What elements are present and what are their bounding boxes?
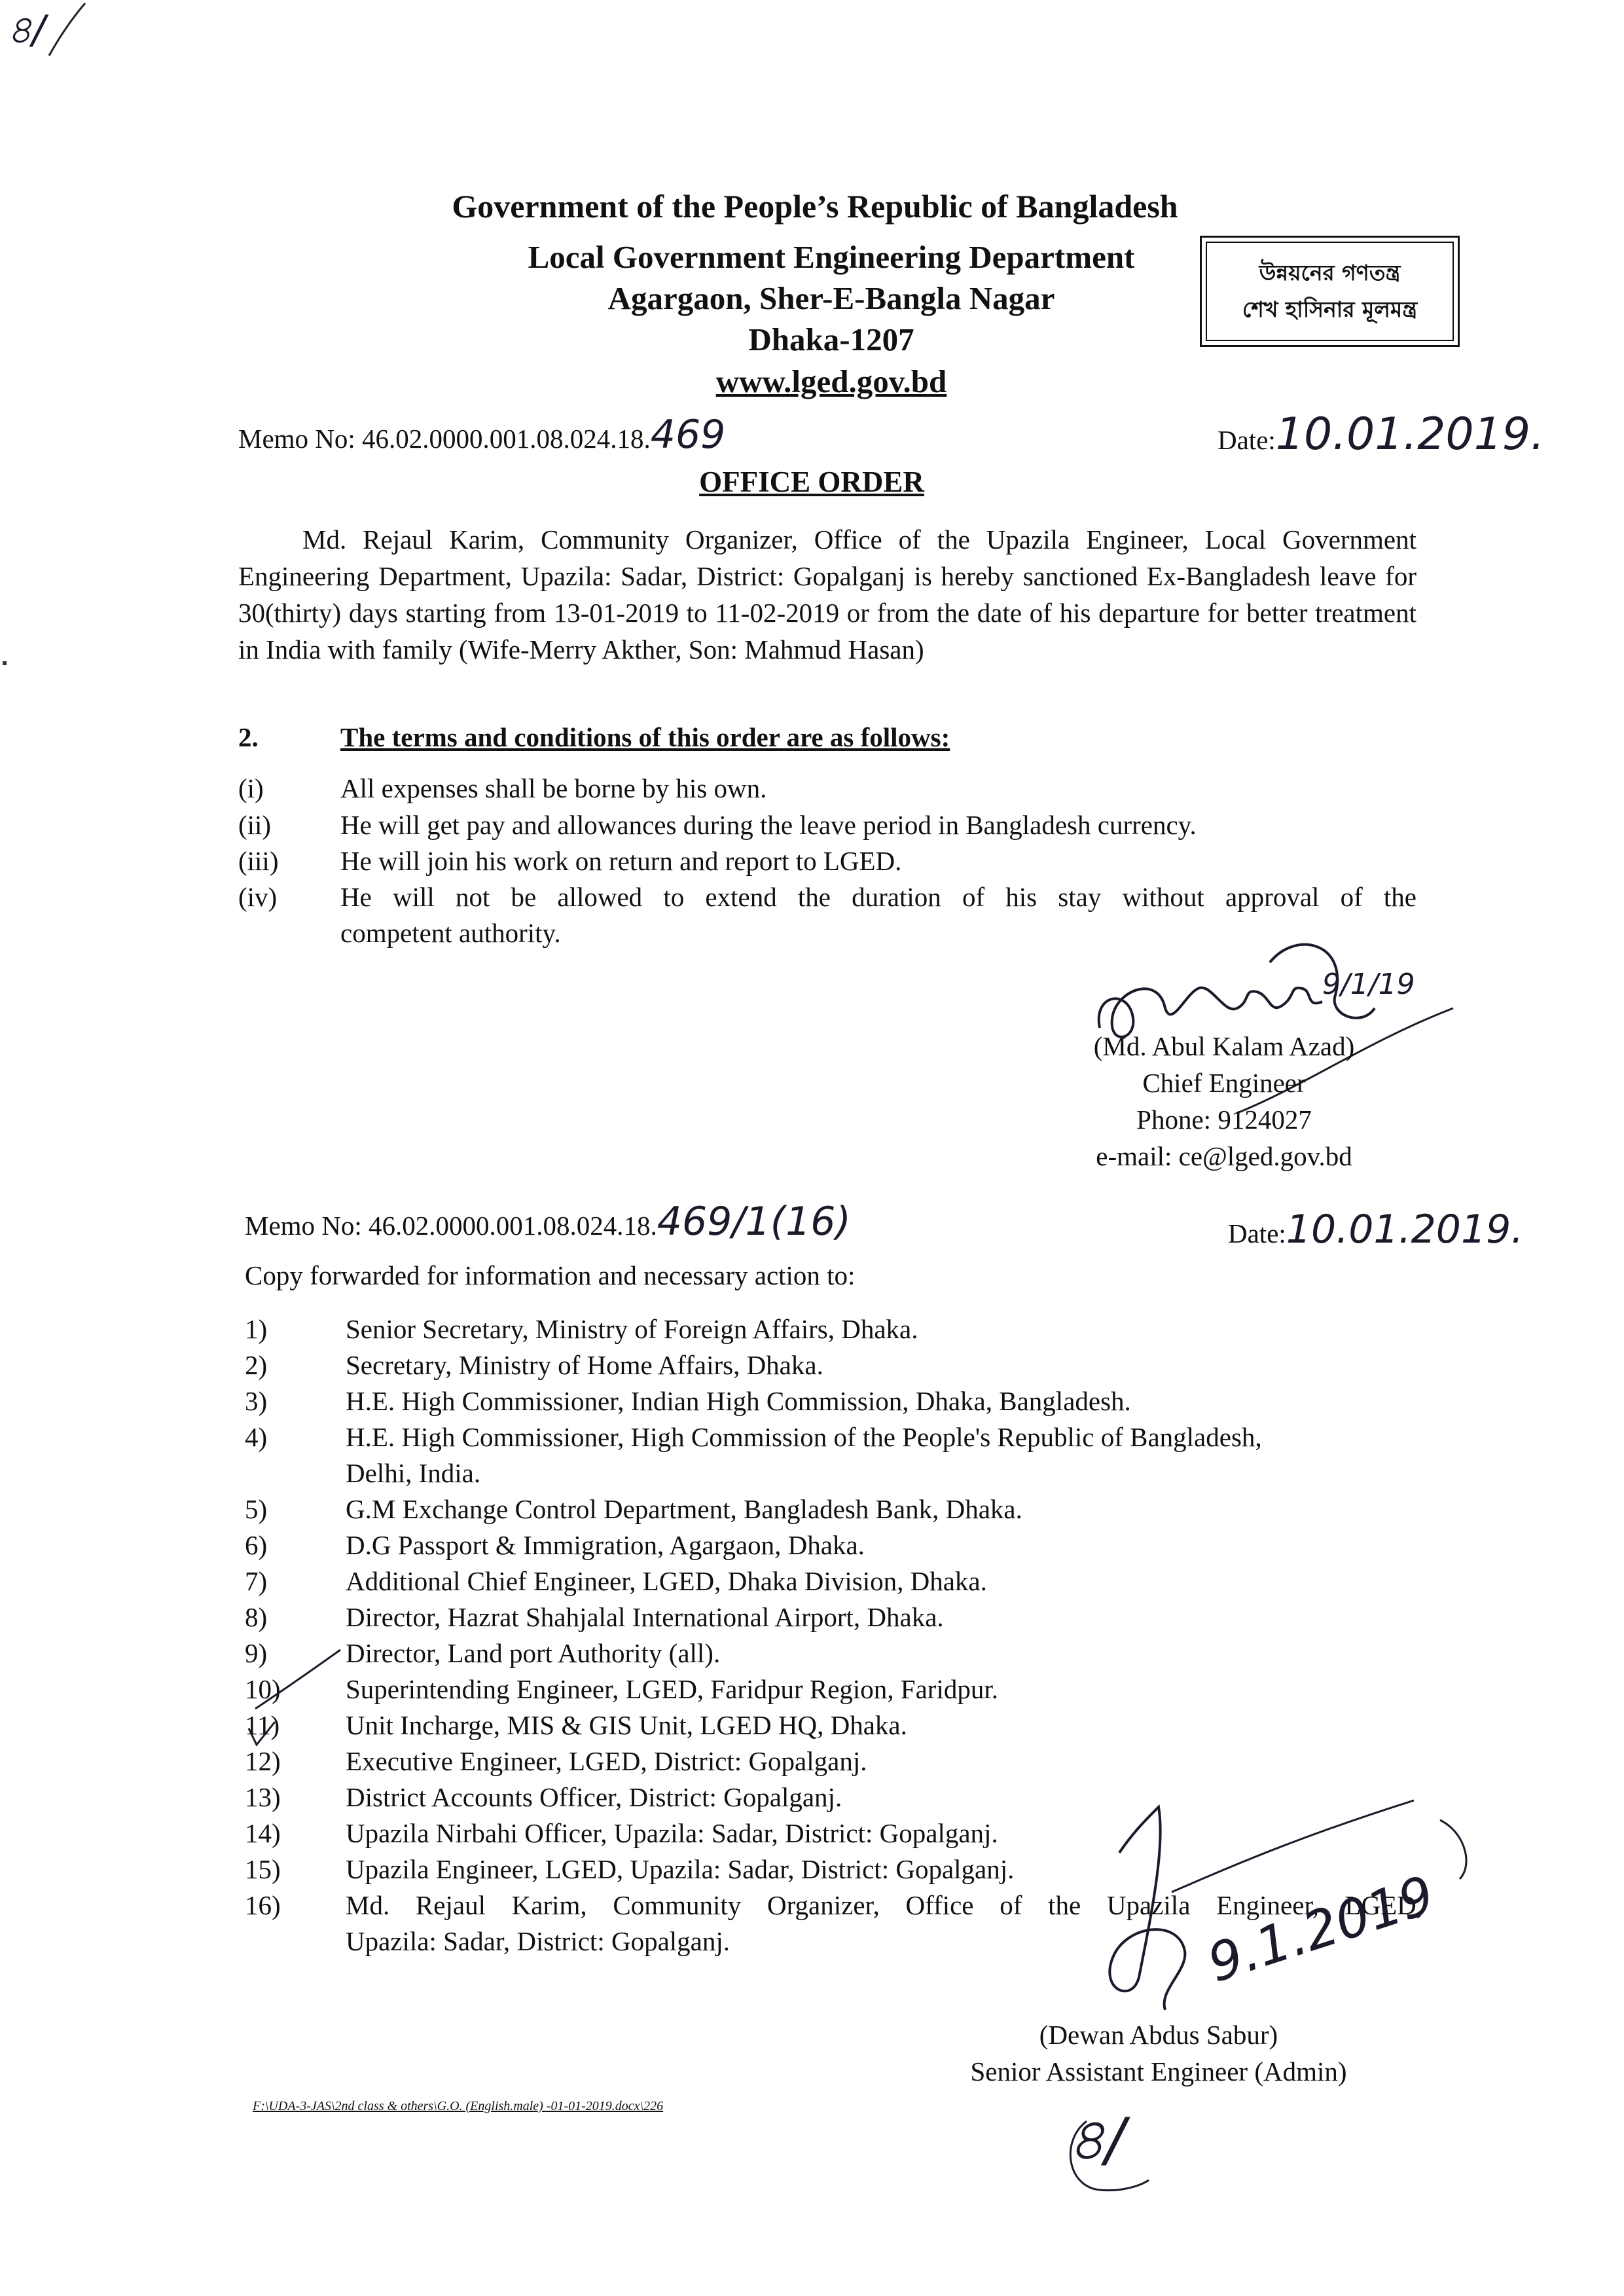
signatory-2-designation: Senior Assistant Engineer (Admin) <box>970 2056 1347 2086</box>
margin-dot <box>3 661 7 665</box>
list-item-number: 15) <box>245 1854 281 1884</box>
list-item-number: 11) <box>245 1710 280 1740</box>
list-item-number: (iv) <box>238 882 278 912</box>
signatory-2-block <box>929 2016 1388 2090</box>
list-item-text: D.G Passport & Immigration, Agargaon, Dhaka. <box>346 1530 865 1560</box>
list-item-number: 14) <box>245 1818 281 1848</box>
list-item <box>245 1385 1423 1421</box>
memo-2 <box>245 1199 851 1245</box>
terms-number: 2. <box>238 722 259 752</box>
corner-stroke <box>39 0 92 59</box>
list-item-number: (iii) <box>238 846 279 876</box>
signatory-1-block <box>1021 1028 1427 1175</box>
file-path-footer: F:\UDA-3-JAS\2nd class & others\G.O. (English.male) -01-01-2019.docx\226 <box>253 2099 664 2113</box>
list-item-number: (ii) <box>238 810 272 840</box>
list-item-text: Unit Incharge, MIS & GIS Unit, LGED HQ, Dhaka. <box>346 1710 907 1740</box>
list-item-text: District Accounts Officer, District: Gopalganj. <box>346 1782 842 1812</box>
list-item-number: (i) <box>238 773 264 803</box>
list-item-number: 9) <box>245 1638 268 1668</box>
terms-heading <box>238 719 1416 756</box>
office-order-title: OFFICE ORDER <box>699 465 924 498</box>
list-item-text: He will not be allowed to extend the duration of his stay without approval of the <box>340 882 1416 912</box>
memo-2-date-value: 10.01.2019. <box>1286 1207 1524 1252</box>
list-item <box>245 1745 1423 1781</box>
tick-marks <box>242 1637 373 1755</box>
list-item-text: H.E. High Commissioner, High Commission of the People's Republic of Bangladesh, <box>346 1422 1262 1452</box>
signatory-1-email[interactable]: e-mail: ce@lged.gov.bd <box>1096 1141 1352 1171</box>
memo-2-number: 469/1(16) <box>657 1199 851 1245</box>
header-city: Dhaka-1207 <box>748 321 914 357</box>
list-item <box>245 1565 1423 1601</box>
list-item-text: Director, Hazrat Shahjalal International Airport, Dhaka. <box>346 1602 944 1632</box>
list-item-text: Secretary, Ministry of Home Affairs, Dhaka. <box>346 1350 823 1380</box>
list-item-text: G.M Exchange Control Department, Bangladesh Bank, Dhaka. <box>346 1494 1022 1524</box>
list-item-number: 13) <box>245 1782 281 1812</box>
terms-heading-text: The terms and conditions of this order are as follows: <box>340 722 950 752</box>
memo-1-date-value: 10.01.2019. <box>1275 409 1545 460</box>
list-item-text: Senior Secretary, Ministry of Foreign Affairs, Dhaka. <box>346 1314 918 1344</box>
signatory-1-phone: Phone: 9124027 <box>1136 1104 1312 1135</box>
header-address: Agargaon, Sher-E-Bangla Nagar <box>607 280 1055 316</box>
list-item-text-continued: Upazila: Sadar, District: Gopalganj. <box>346 1926 730 1956</box>
stamp-line-1: উন্নয়নের গণতন্ত্র <box>1259 260 1401 285</box>
list-item-number: 3) <box>245 1386 268 1416</box>
memo-1-label: Memo No: 46.02.0000.001.08.024.18. <box>238 424 651 454</box>
memo-1-date-label: Date: <box>1218 425 1276 455</box>
copy-forward-intro: Copy forwarded for information and necessary action to: <box>245 1260 856 1290</box>
list-item <box>245 1421 1423 1493</box>
memo-1 <box>238 412 726 458</box>
list-item <box>238 809 1416 845</box>
slogan-stamp <box>1200 236 1460 347</box>
signature-2-date: 9.1.2019 <box>1200 1864 1441 1994</box>
list-item-number: 5) <box>245 1494 268 1524</box>
signatory-1-name: (Md. Abul Kalam Azad) <box>1093 1031 1355 1061</box>
list-item-number: 16) <box>245 1890 281 1920</box>
list-item-text-continued: Delhi, India. <box>346 1458 481 1488</box>
list-item-number: 4) <box>245 1422 268 1452</box>
list-item <box>245 1493 1423 1529</box>
list-item-text: Superintending Engineer, LGED, Faridpur Region, Faridpur. <box>346 1674 998 1704</box>
list-item <box>245 1313 1423 1349</box>
list-item-text: Executive Engineer, LGED, District: Gopalganj. <box>346 1746 867 1776</box>
list-item <box>245 1529 1423 1565</box>
memo-1-date <box>1218 409 1545 460</box>
header-website[interactable]: www.lged.gov.bd <box>715 363 947 399</box>
bottom-initial-stroke <box>1060 2115 1152 2200</box>
list-item-text: Additional Chief Engineer, LGED, Dhaka Division, Dhaka. <box>346 1566 987 1596</box>
signatory-1-designation: Chief Engineer <box>1142 1068 1306 1098</box>
stamp-line-2: শেখ হাসিনার মূলমন্ত্র <box>1242 297 1418 322</box>
list-item-number: 8) <box>245 1602 268 1632</box>
list-item-text: He will join his work on return and report to LGED. <box>340 846 902 876</box>
list-item <box>245 1601 1423 1637</box>
list-item-number: 7) <box>245 1566 268 1596</box>
list-item <box>238 845 1416 881</box>
signatory-2-name: (Dewan Abdus Sabur) <box>1039 2020 1278 2050</box>
list-item-text: Upazila Nirbahi Officer, Upazila: Sadar, District: Gopalganj. <box>346 1818 998 1848</box>
list-item-text: H.E. High Commissioner, Indian High Commission, Dhaka, Bangladesh. <box>346 1386 1131 1416</box>
list-item-number: 6) <box>245 1530 268 1560</box>
list-item <box>245 1637 1423 1673</box>
list-item-text: Upazila Engineer, LGED, Upazila: Sadar, District: Gopalganj. <box>346 1854 1015 1884</box>
memo-2-date-label: Date: <box>1228 1218 1286 1248</box>
list-item-number: 12) <box>245 1746 281 1776</box>
header-department: Local Government Engineering Department <box>528 239 1135 275</box>
list-item <box>245 1673 1423 1709</box>
header-government: Government of the People’s Republic of Bangladesh <box>452 188 1178 225</box>
list-item-text-continued: competent authority. <box>340 918 561 948</box>
list-item-text: He will get pay and allowances during the leave period in Bangladesh currency. <box>340 810 1197 840</box>
list-item-number: 10) <box>245 1674 281 1704</box>
order-paragraph: Md. Rejaul Karim, Community Organizer, Office of the Upazila Engineer, Local Government Engineering Department, Upazila: Sadar, District: Gopalganj is hereby sanctioned Ex-Bangladesh leave for 30(thirty) days starting from 13-01-2019 to 11-02-2019 or from the date of his departure for better treatment in India with family (Wife-Merry Akther, Son: Mahmud Hasan) <box>238 524 1416 665</box>
bottom-initial: ৪/ <box>1067 2105 1125 2174</box>
memo-1-number: 469 <box>650 412 726 458</box>
list-item-text: Director, Land port Authority (all). <box>346 1638 721 1668</box>
memo-2-date <box>1228 1207 1524 1252</box>
signature-1-initial-date: 9/1/19 <box>1322 968 1415 1001</box>
memo-2-label: Memo No: 46.02.0000.001.08.024.18. <box>245 1211 657 1241</box>
list-item-text: All expenses shall be borne by his own. <box>340 773 767 803</box>
list-item <box>238 773 1416 808</box>
list-item-number: 2) <box>245 1350 268 1380</box>
corner-mark: ৪/ <box>7 7 46 53</box>
list-item-number: 1) <box>245 1314 268 1344</box>
list-item-text: Md. Rejaul Karim, Community Organizer, Office of the Upazila Engineer, LGED, <box>346 1890 1423 1920</box>
list-item <box>245 1349 1423 1385</box>
list-item <box>245 1709 1423 1745</box>
